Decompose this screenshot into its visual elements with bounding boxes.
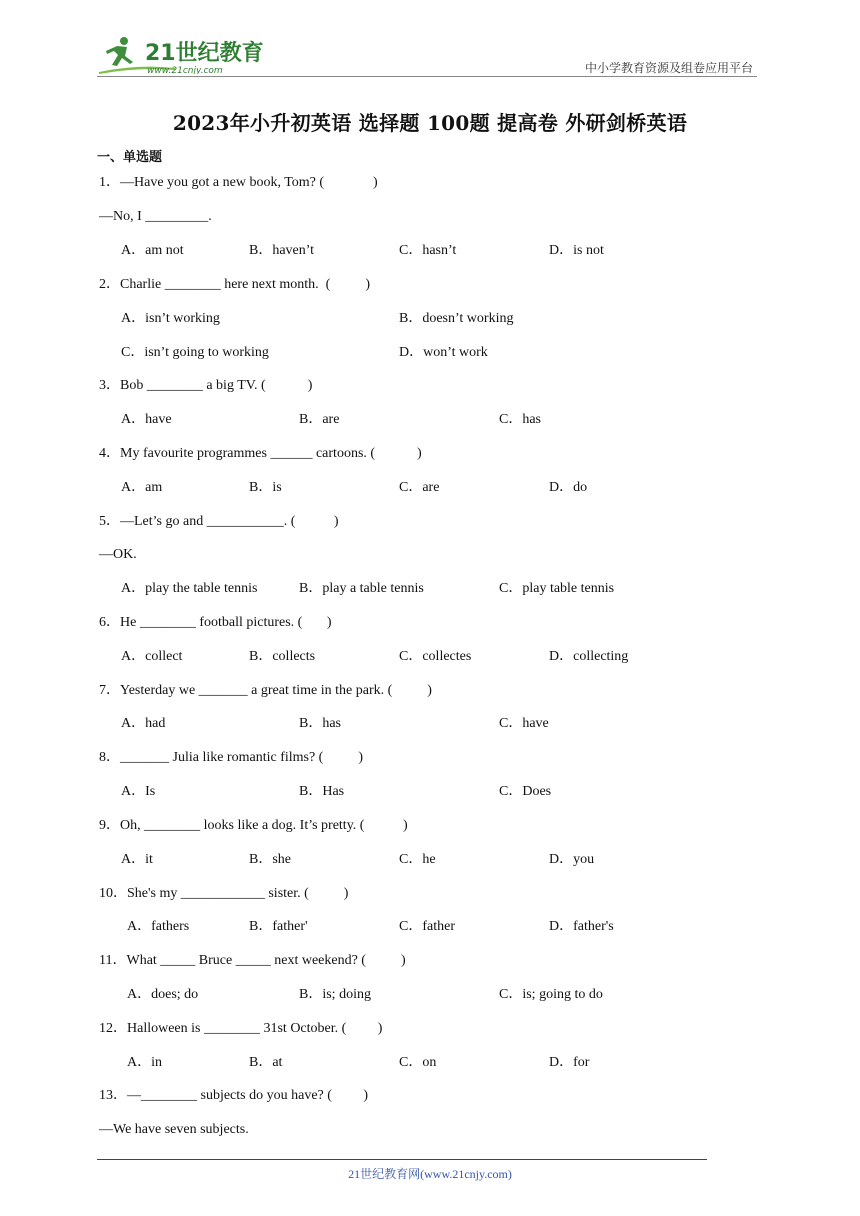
page-header xyxy=(97,30,757,78)
question-stem: 3．Bob ________ a big TV. ( ) xyxy=(99,378,313,393)
question-stem: 12．Halloween is ________ 31st October. ( ) xyxy=(99,1021,383,1036)
question-stem: 6．He ________ football pictures. ( ) xyxy=(99,615,332,630)
option[interactable]: C．Does xyxy=(499,784,552,799)
question-stem: 7．Yesterday we _______ a great time in the park. ( ) xyxy=(99,683,432,698)
option[interactable]: D．won’t work xyxy=(399,345,488,360)
option[interactable]: A．Is xyxy=(121,784,156,799)
question-stem: 1．—Have you got a new book, Tom? ( ) xyxy=(99,175,378,190)
option[interactable]: B．at xyxy=(249,1055,283,1070)
option[interactable]: C．on xyxy=(399,1055,437,1070)
option[interactable]: C．hasn’t xyxy=(399,243,457,258)
option[interactable]: D．you xyxy=(549,852,595,867)
option[interactable]: B．Has xyxy=(299,784,345,799)
option[interactable]: B．play a table tennis xyxy=(299,581,424,596)
option[interactable]: C．isn’t going to working xyxy=(121,345,269,360)
svg-text:21世纪教育: 21世纪教育 xyxy=(145,41,264,66)
option[interactable]: B．is xyxy=(249,480,282,495)
option[interactable]: C．he xyxy=(399,852,436,867)
question-stem: 10．She's my ____________ sister. ( ) xyxy=(99,886,349,901)
option[interactable]: C．is; going to do xyxy=(499,987,603,1002)
svg-text:www.21cnjy.com: www.21cnjy.com xyxy=(147,66,223,74)
question-stem: 9．Oh, ________ looks like a dog. It’s pretty. ( ) xyxy=(99,818,408,833)
option[interactable]: D．is not xyxy=(549,243,604,258)
option[interactable]: B．she xyxy=(249,852,291,867)
page-footer[interactable]: 21世纪教育网(www.21cnjy.com) xyxy=(348,1167,512,1181)
option[interactable]: C．has xyxy=(499,412,541,427)
option[interactable]: C．collectes xyxy=(399,649,472,664)
footer-divider xyxy=(97,1159,707,1160)
question-stem: 4．My favourite programmes ______ cartoons. ( ) xyxy=(99,446,422,461)
option[interactable]: A．play the table tennis xyxy=(121,581,258,596)
option[interactable]: B．collects xyxy=(249,649,316,664)
option[interactable]: C．are xyxy=(399,480,440,495)
header-platform-text: 中小学教育资源及组卷应用平台 xyxy=(584,61,753,75)
option[interactable]: D．father's xyxy=(549,919,614,934)
option[interactable]: B．doesn’t working xyxy=(399,311,514,326)
question-stem: 11．What _____ Bruce _____ next weekend? ( ) xyxy=(99,953,406,968)
option[interactable]: B．has xyxy=(299,716,341,731)
question-stem: 2．Charlie ________ here next month. ( ) xyxy=(99,277,371,292)
option[interactable]: A．it xyxy=(121,852,153,867)
option[interactable]: B．are xyxy=(299,412,340,427)
option[interactable]: B．haven’t xyxy=(249,243,315,258)
option[interactable]: A．had xyxy=(121,716,166,731)
option[interactable]: A．am xyxy=(121,480,163,495)
question-stem: 8．_______ Julia like romantic films? ( ) xyxy=(99,750,364,765)
option[interactable]: C．father xyxy=(399,919,455,934)
question-stem: 13．—________ subjects do you have? ( ) xyxy=(99,1088,369,1103)
question-stem: 5．—Let’s go and ___________. ( ) xyxy=(99,514,339,529)
option[interactable]: A．fathers xyxy=(127,919,190,934)
page-title: 2023年小升初英语 选择题 100题 提高卷 外研剑桥英语 xyxy=(172,111,688,135)
option[interactable]: B．father' xyxy=(249,919,308,934)
option[interactable]: D．collecting xyxy=(549,649,629,664)
option[interactable]: A．in xyxy=(127,1055,162,1070)
option[interactable]: A．does; do xyxy=(127,987,199,1002)
header-divider xyxy=(97,76,757,77)
question-extra: —OK. xyxy=(99,547,137,562)
section-heading: 一、单选题 xyxy=(97,150,163,165)
option[interactable]: B．is; doing xyxy=(299,987,371,1002)
option[interactable]: D．do xyxy=(549,480,588,495)
option[interactable]: D．for xyxy=(549,1055,590,1070)
question-extra: —We have seven subjects. xyxy=(99,1122,249,1137)
option[interactable]: C．have xyxy=(499,716,549,731)
brand-logo xyxy=(97,34,267,74)
question-extra: —No, I _________. xyxy=(99,209,212,224)
option[interactable]: A．have xyxy=(121,412,172,427)
option[interactable]: A．isn’t working xyxy=(121,311,220,326)
option[interactable]: A．am not xyxy=(121,243,184,258)
option[interactable]: C．play table tennis xyxy=(499,581,615,596)
option[interactable]: A．collect xyxy=(121,649,183,664)
